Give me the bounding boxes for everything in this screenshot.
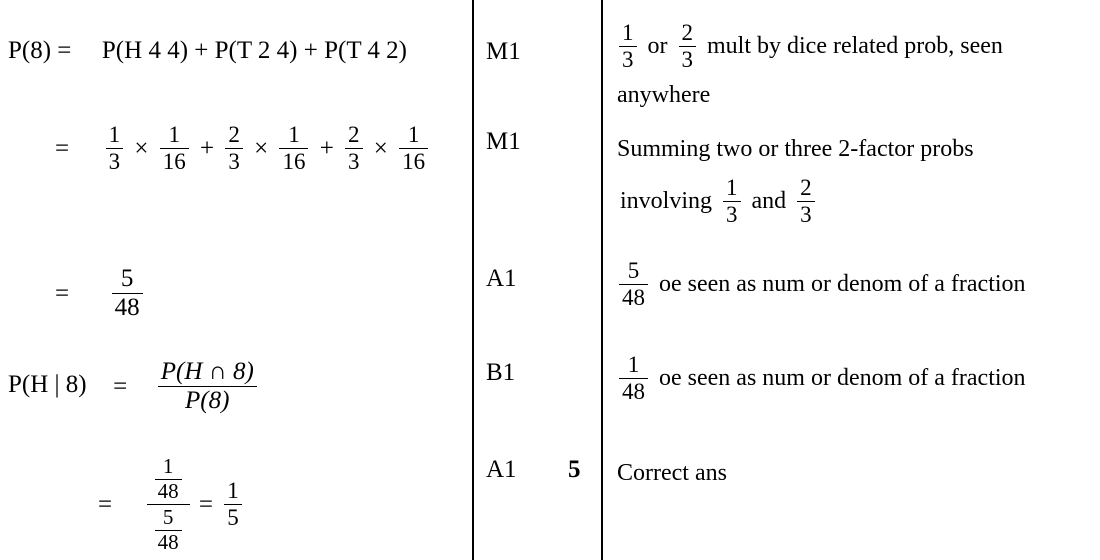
times-operator-2: × bbox=[254, 134, 269, 162]
note3-text: oe seen as num or denom of a fraction bbox=[659, 271, 1026, 298]
fraction-two-thirds-b: $\frac{2}{3}$ bbox=[345, 122, 363, 175]
fraction-one-sixteenth-a: $\frac{1}{16}$ bbox=[160, 122, 189, 175]
note-row-2 bbox=[617, 131, 1087, 228]
note4-fraction-one-forty-eighth: $\frac{1}{48}$ bbox=[619, 352, 648, 405]
times-operator-1: × bbox=[134, 134, 149, 162]
note2-and: and bbox=[751, 188, 787, 215]
note1-fraction-two-thirds: $\frac{2}{3}$ bbox=[679, 20, 697, 73]
note3-fraction-five-forty-eighths: $\frac{5}{48}$ bbox=[619, 258, 648, 311]
mark-code-row-5: A1 bbox=[486, 456, 517, 483]
working-line-1-lhs: P(8) = bbox=[8, 37, 72, 64]
fraction-conditional-expression: $\frac{P(H \cap 8)}{P(8)}$ bbox=[158, 358, 257, 415]
working-line-1-rhs: P(H 4 4) + P(T 2 4) + P(T 4 2) bbox=[101, 37, 407, 64]
note2-fraction-one-third: $\frac{1}{3}$ bbox=[723, 175, 741, 228]
fraction-one-fifth: $\frac{1}{5}$ bbox=[224, 478, 242, 531]
note1-fraction-one-third: $\frac{1}{3}$ bbox=[619, 20, 637, 73]
mark-code-row-4: B1 bbox=[486, 359, 516, 386]
marks-column bbox=[474, 0, 601, 560]
working-line-5 bbox=[98, 455, 244, 554]
working-line-4-equals: = bbox=[113, 373, 128, 400]
compound-fraction bbox=[147, 455, 190, 554]
working-line-3 bbox=[55, 265, 145, 322]
result-equals: = bbox=[198, 491, 213, 519]
note2-text-line2: involving bbox=[620, 188, 713, 215]
mark-code-row-3: A1 bbox=[486, 265, 517, 292]
fraction-one-third-a: $\frac{1}{3}$ bbox=[106, 122, 124, 175]
notes-column bbox=[603, 0, 1100, 560]
note-row-3 bbox=[617, 258, 1087, 311]
mark-code-row-2: M1 bbox=[486, 128, 521, 155]
compound-fraction-denominator: $\frac{5}{48}$ bbox=[155, 506, 182, 554]
note-row-1 bbox=[617, 20, 1087, 113]
conditional-probability-label: P(H | 8) bbox=[8, 371, 87, 399]
fraction-one-sixteenth-b: $\frac{1}{16}$ bbox=[279, 122, 308, 175]
mark-code-row-1: M1 bbox=[486, 38, 521, 65]
marks-total: 5 bbox=[568, 456, 581, 483]
working-line-1 bbox=[8, 38, 407, 63]
note2-fraction-two-thirds: $\frac{2}{3}$ bbox=[797, 175, 815, 228]
fraction-five-forty-eighths: $\frac{5}{48}$ bbox=[112, 265, 143, 322]
working-column bbox=[0, 0, 472, 560]
compound-fraction-numerator: $\frac{1}{48}$ bbox=[155, 455, 182, 503]
note1-text: mult by dice related prob, seen bbox=[707, 33, 1003, 60]
working-line-2 bbox=[55, 122, 430, 175]
note-row-5: Correct ans bbox=[617, 460, 727, 486]
times-operator-3: × bbox=[373, 134, 388, 162]
fraction-two-thirds-a: $\frac{2}{3}$ bbox=[225, 122, 243, 175]
note2-text: Summing two or three 2-factor probs bbox=[617, 136, 974, 162]
note-row-4 bbox=[617, 352, 1087, 405]
working-line-2-equals: = bbox=[55, 134, 70, 162]
working-line-3-equals: = bbox=[55, 280, 70, 307]
plus-operator-1: + bbox=[199, 134, 215, 162]
note4-text: oe seen as num or denom of a fraction bbox=[659, 365, 1026, 392]
working-line-5-equals: = bbox=[98, 491, 113, 519]
plus-operator-2: + bbox=[319, 134, 334, 162]
fraction-one-sixteenth-c: $\frac{1}{16}$ bbox=[399, 122, 428, 175]
working-line-4 bbox=[8, 358, 259, 415]
note1-or: or bbox=[647, 33, 668, 60]
note1-text-line2: anywhere bbox=[617, 81, 711, 108]
